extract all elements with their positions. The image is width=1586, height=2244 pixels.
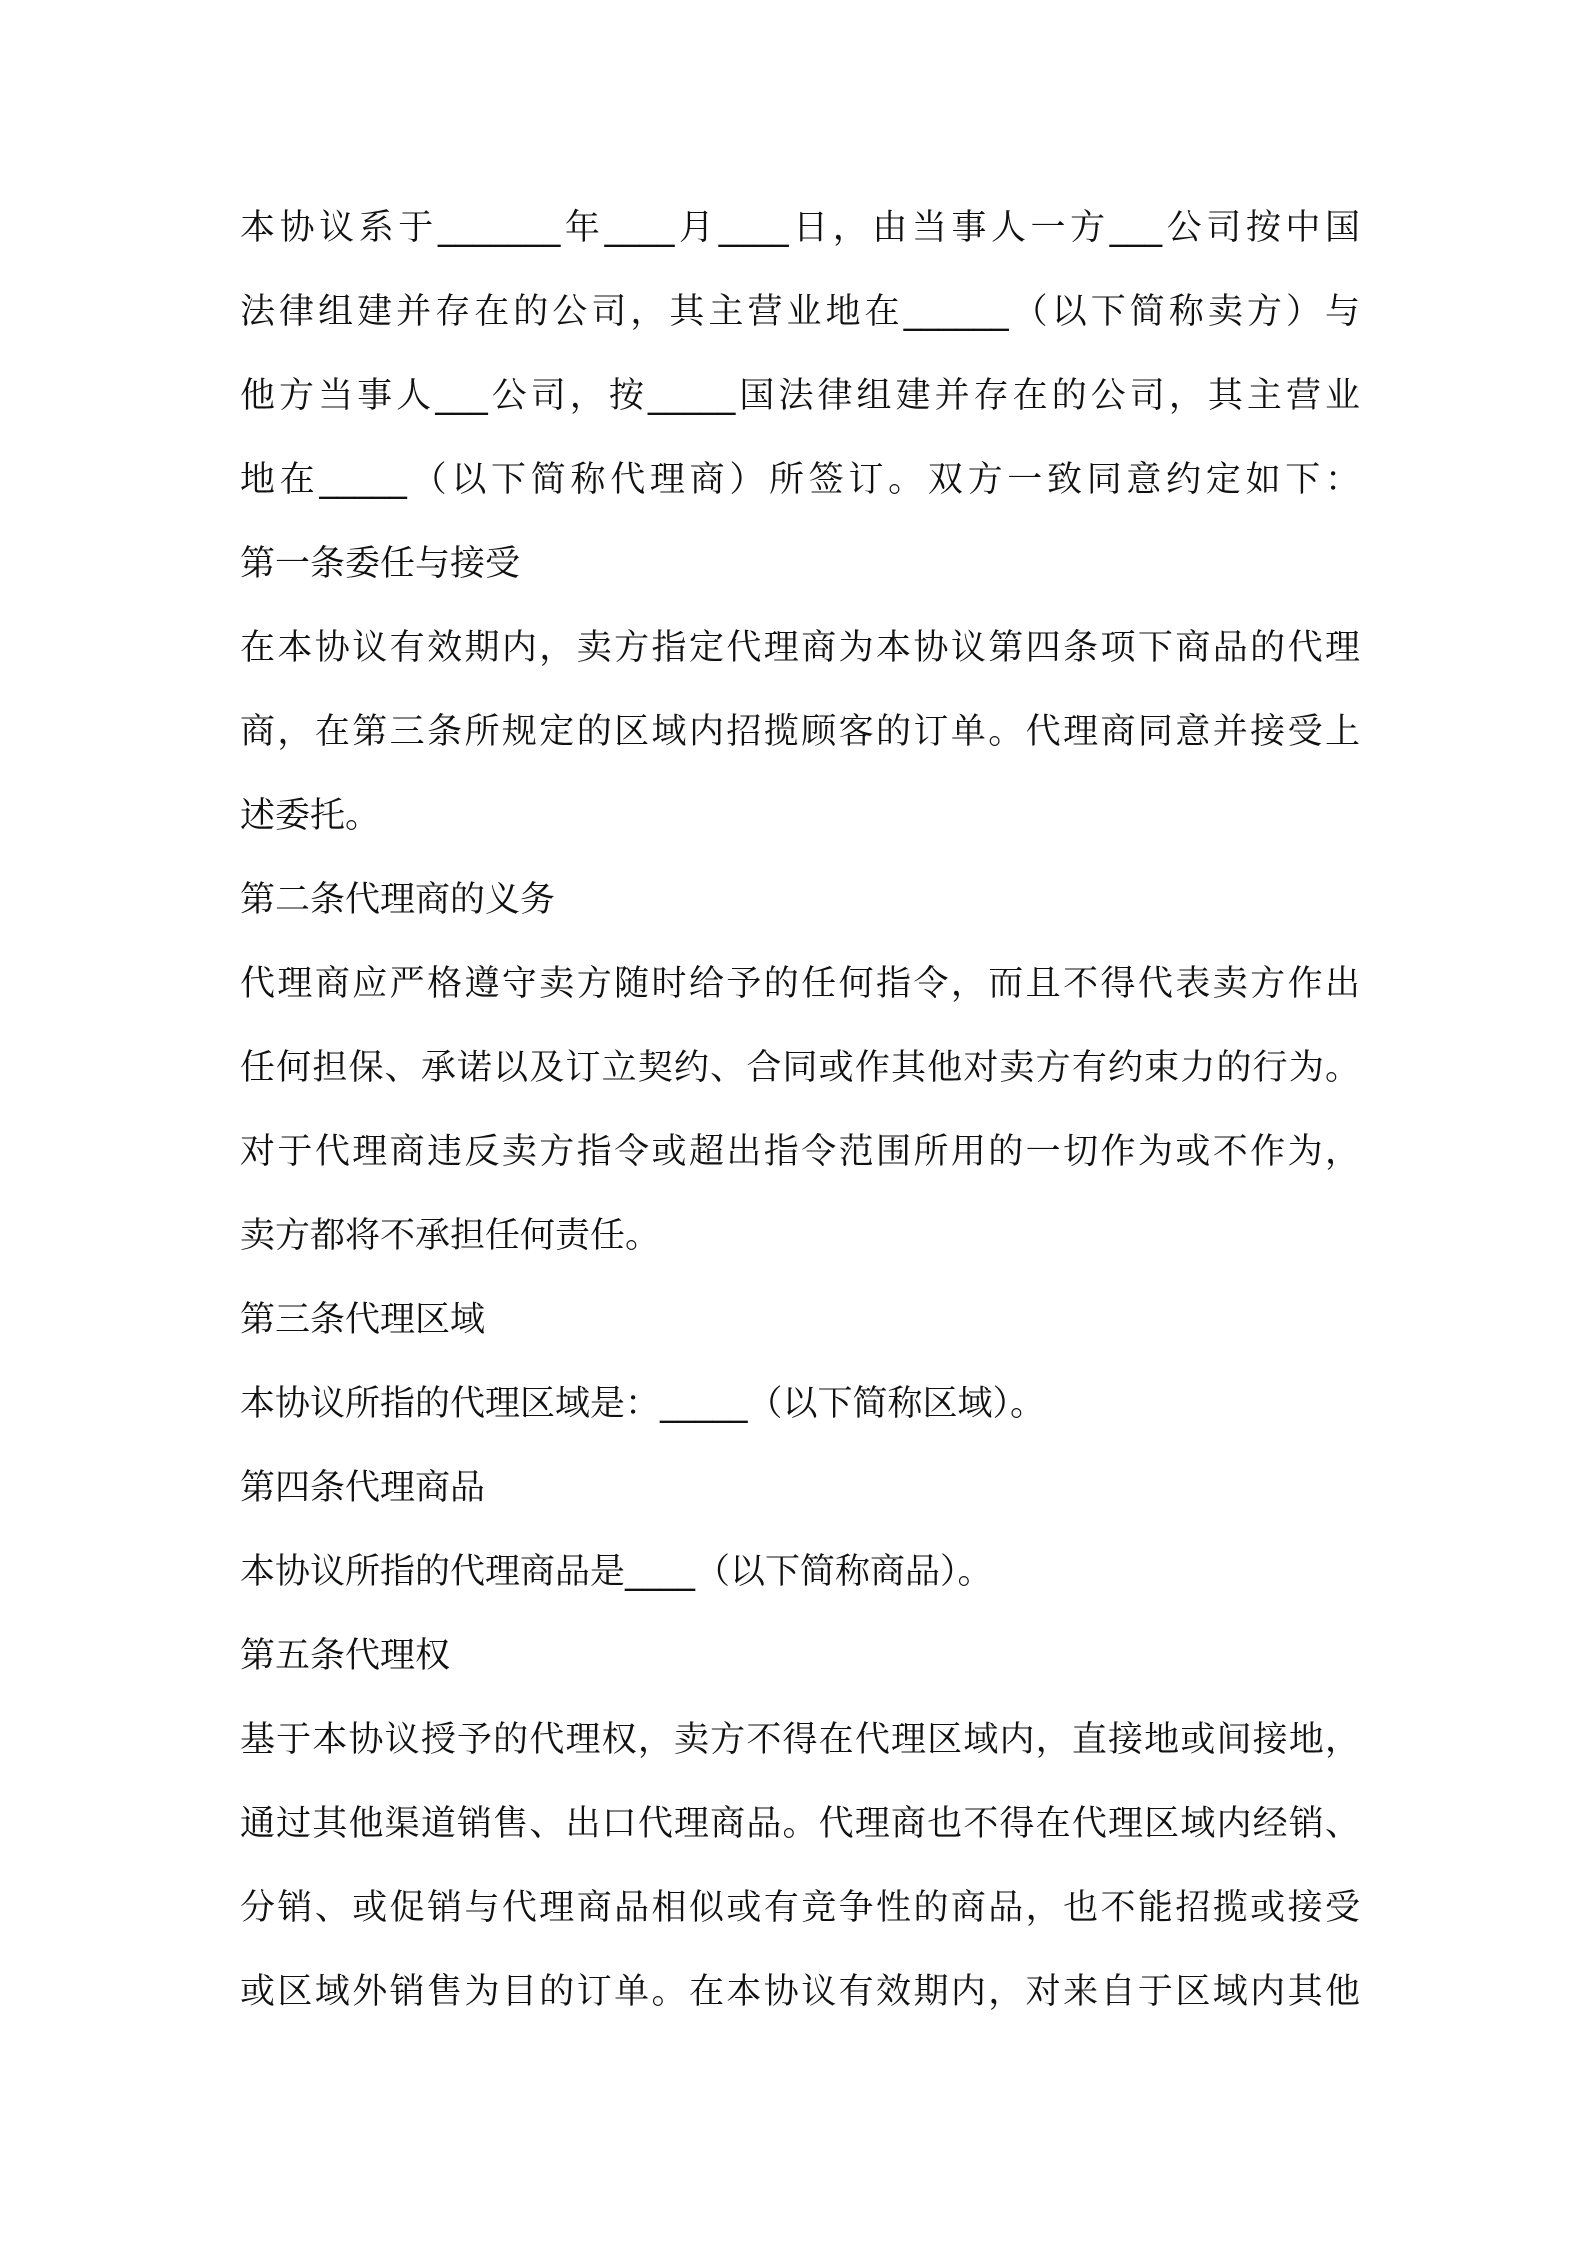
paragraph-line: 本协议所指的代理区域是：_____（以下简称区域）。: [240, 1384, 1046, 1424]
paragraph-line: 卖方都将不承担任何责任。: [240, 1216, 661, 1256]
paragraph-line: 任何担保、承诺以及订立契约、合同或作其他对卖方有约束力的行为。: [240, 1048, 1360, 1088]
paragraph-line: 在本协议有效期内，卖方指定代理商为本协议第四条项下商品的代理: [240, 628, 1360, 668]
paragraph-line: 述委托。: [240, 796, 381, 836]
paragraph-line: 本协议所指的代理商品是____（以下简称商品）。: [240, 1552, 993, 1592]
section-heading: 第四条代理商品: [240, 1468, 486, 1508]
paragraph-line: 商，在第三条所规定的区域内招揽顾客的订单。代理商同意并接受上: [240, 712, 1360, 752]
paragraph-line: 通过其他渠道销售、出口代理商品。代理商也不得在代理区域内经销、: [240, 1804, 1360, 1844]
paragraph-line: 或区域外销售为目的订单。在本协议有效期内，对来自于区域内其他: [240, 1972, 1360, 2012]
paragraph-line: 法律组建并存在的公司，其主营业地在______（以下简称卖方）与: [240, 292, 1360, 332]
paragraph-line: 代理商应严格遵守卖方随时给予的任何指令，而且不得代表卖方作出: [240, 964, 1360, 1004]
paragraph-line: 他方当事人___公司，按_____国法律组建并存在的公司，其主营业: [240, 376, 1360, 416]
section-heading: 第五条代理权: [240, 1636, 451, 1676]
paragraph-line: 分销、或促销与代理商品相似或有竞争性的商品，也不能招揽或接受: [240, 1888, 1360, 1928]
section-heading: 第二条代理商的义务: [240, 880, 556, 920]
paragraph-line: 基于本协议授予的代理权，卖方不得在代理区域内，直接地或间接地，: [240, 1720, 1360, 1760]
section-heading: 第三条代理区域: [240, 1300, 486, 1340]
paragraph-line: 地在_____（以下简称代理商）所签订。双方一致同意约定如下：: [240, 460, 1360, 500]
paragraph-line: 对于代理商违反卖方指令或超出指令范围所用的一切作为或不作为，: [240, 1132, 1360, 1172]
section-heading: 第一条委任与接受: [240, 544, 521, 584]
document-body: [240, 186, 1360, 2034]
paragraph-line: 本协议系于_______年____月____日，由当事人一方___公司按中国: [240, 208, 1360, 248]
